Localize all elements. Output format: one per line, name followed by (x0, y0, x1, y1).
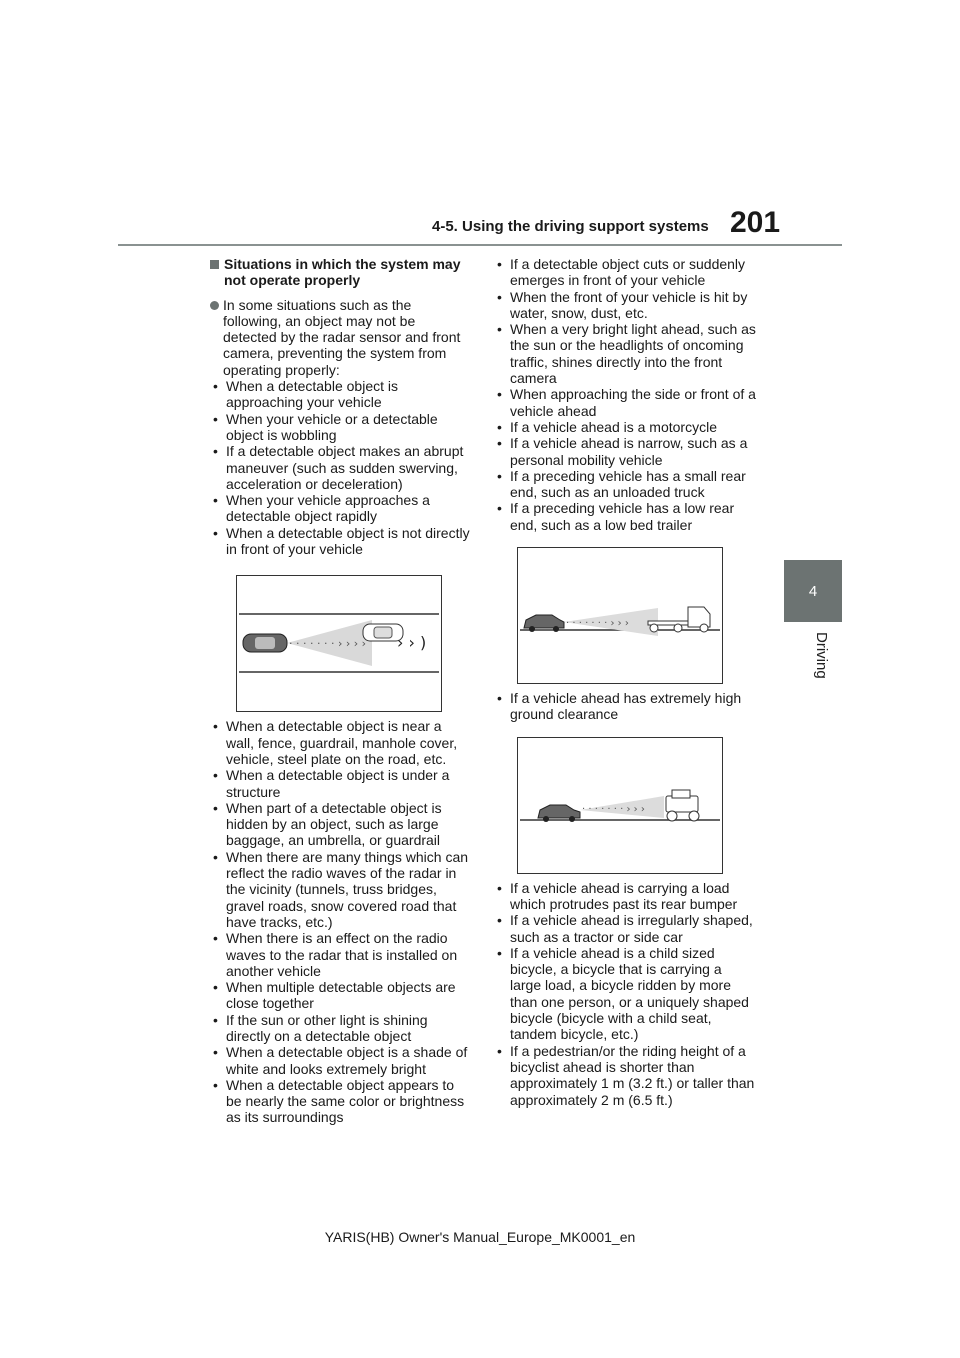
list-item: • When a detectable object is near a wall, fence, guardrail, manhole cover, vehicle, steel plate on the road, etc. (210, 718, 470, 767)
own-vehicle-icon (243, 634, 287, 652)
list-item: • When a very bright light ahead, such as the sun or the headlights of oncoming traffic, shines directly into the front camera (494, 321, 756, 386)
list-item: • If the sun or other light is shining directly on a detectable object (210, 1012, 470, 1045)
list-item: • If a pedestrian/or the riding height of a bicyclist ahead is shorter than approximately 1 m (3.2 ft.) or taller than approximately 2 m (6.5 ft.) (494, 1043, 756, 1108)
list-item: • If a vehicle ahead is carrying a load which protrudes past its rear bumper (494, 880, 756, 913)
chapter-tab[interactable] (784, 560, 842, 622)
list-item: • When the front of your vehicle is hit by water, snow, dust, etc. (494, 289, 756, 322)
bullet-list (494, 880, 756, 1108)
list-item: • When there is an effect on the radio waves to the radar that is installed on another vehicle (210, 930, 470, 979)
list-item: • If a vehicle ahead is narrow, such as a personal mobility vehicle (494, 435, 756, 468)
list-item: • If a detectable object makes an abrupt maneuver (such as sudden swerving, acceleration or deceleration) (210, 443, 470, 492)
bullet-list (210, 378, 470, 557)
svg-text:· · · · · · · › › ›: · · · · · · · › › › (566, 618, 629, 630)
intro-text: In some situations such as the following, an object may not be detected by the radar sensor and front camera, preventing the system from operating properly: (223, 296, 461, 378)
square-bullet-icon (210, 260, 219, 269)
list-item: • When approaching the side or front of a vehicle ahead (494, 386, 756, 419)
list-item: • If a preceding vehicle has a small rear end, such as an unloaded truck (494, 468, 756, 501)
list-item: • If a vehicle ahead is irregularly shaped, such as a tractor or side car (494, 912, 756, 945)
list-item: • If a vehicle ahead has extremely high ground clearance (494, 690, 756, 723)
svg-text:· · · · · · · › › ›: · · · · · · · › › › (582, 803, 645, 815)
bullet-list (494, 690, 756, 723)
chapter-title: Driving (813, 632, 830, 679)
left-column (210, 256, 470, 1126)
page-footer: YARIS(HB) Owner's Manual_Europe_MK0001_en (324, 1229, 636, 1245)
svg-text:· · · · · · · › › › ›: · · · · · · · › › › › (289, 637, 367, 651)
list-item: • When a detectable object is a shade of white and looks extremely bright (210, 1044, 470, 1077)
illustration-low-bed-trailer (517, 547, 723, 684)
illustration-high-clearance-vehicle (517, 737, 723, 874)
intro-item (210, 297, 470, 378)
list-item: • When there are many things which can reflect the radio waves of the radar in the vicinity (tunnels, truss bridges, gravel roads, snow covered road that have tracks, etc.) (210, 849, 470, 930)
list-item: • When a detectable object is approaching your vehicle (210, 378, 470, 411)
list-item: • If a detectable object cuts or suddenly emerges in front of your vehicle (494, 256, 756, 289)
svg-text:› › ): › › ) (397, 633, 427, 653)
section-heading-text: Situations in which the system may not operate properly (224, 256, 461, 289)
illustration-off-center-vehicle (236, 575, 442, 712)
list-item: • When part of a detectable object is hidden by an object, such as large baggage, an umbrella, or guardrail (210, 800, 470, 849)
header-divider (118, 244, 842, 246)
section-title: 4-5. Using the driving support systems (432, 218, 709, 235)
chapter-number: 4 (808, 582, 818, 600)
bullet-list (494, 256, 756, 533)
list-item: • If a vehicle ahead is a child sized bicycle, a bicycle that is carrying a large load, a bicycle ridden by more than one person, or a uniquely shaped bicycle (bicycle with a child seat, tandem bicycle, etc.) (494, 945, 756, 1043)
list-item: • When a detectable object is under a structure (210, 767, 470, 800)
list-item: • When a detectable object appears to be nearly the same color or brightness as its surroundings (210, 1077, 470, 1126)
list-item: • If a vehicle ahead is a motorcycle (494, 419, 756, 435)
right-column (494, 256, 756, 1108)
circle-bullet-icon (210, 301, 219, 310)
list-item: • When your vehicle approaches a detectable object rapidly (210, 492, 470, 525)
high-clearance-vehicle-icon (666, 790, 699, 821)
section-heading (210, 256, 470, 289)
list-item: • When your vehicle or a detectable object is wobbling (210, 411, 470, 444)
page-number: 201 (730, 206, 781, 239)
list-item: • If a preceding vehicle has a low rear end, such as a low bed trailer (494, 500, 756, 533)
list-item: • When a detectable object is not directly in front of your vehicle (210, 525, 470, 558)
bullet-list (210, 718, 470, 1125)
list-item: • When multiple detectable objects are close together (210, 979, 470, 1012)
